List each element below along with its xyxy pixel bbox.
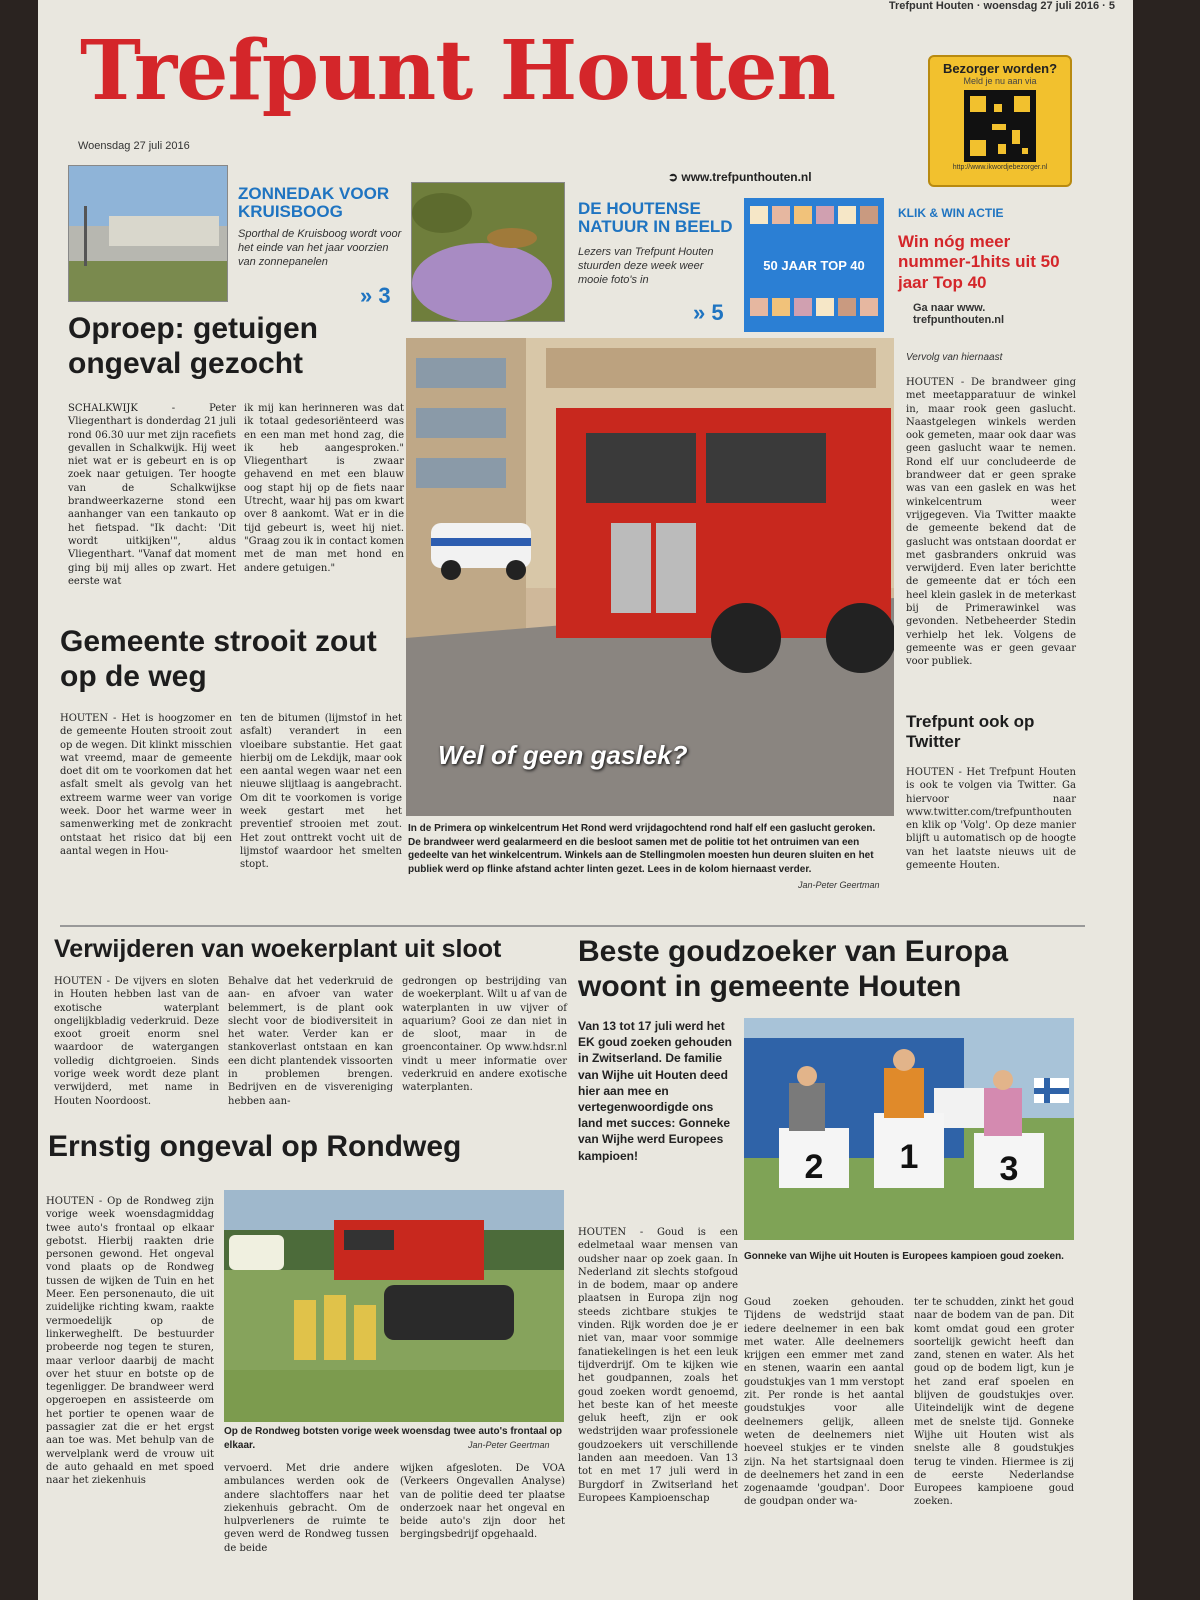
headline-zout: Gemeente strooit zout op de weg [60,625,377,693]
website-link[interactable]: ➲ www.trefpunthouten.nl [668,170,812,184]
goud-photo [744,1018,1074,1240]
top40-cover [744,198,884,332]
ongeval-credit: Jan-Peter Geertman [468,1440,550,1450]
headline-ongeval: Ernstig ongeval op Rondweg [48,1130,462,1163]
teaser-title-natuur: DE HOUTENSE NATUUR IN BEELD [578,199,733,236]
gaslek-caption: In de Primera op winkelcentrum Het Rond werd vrijdagochtend rond half elf een gaslucht geroken. De brandweer werd gealarmeerd en die besloot samen met de politie tot het ontruimen van een gedeelte van het winkelcentrum. Winkels aan de Stellingmolen moesten hun deuren sluiten en het publiek werd op flinke afstand achter linten gezet. Lees in de kolom hiernaast verder. [408,823,876,875]
body-oproep-col2: ik mij kan herinneren was dat ik totaal gedesoriënteerd was en een man met hond zag, die ik heb aangesproken." Vliegenthart is zwaar gehavend en met een blauw oog stapt hij op de fiets naar Utrecht, waar hij pas om kwart over 8 aankomt. Wat er in die tijd gebeurt is, weet hij niet. "Graag zou ik in contact komen met de man met hond en andere getuigen." [244,403,404,574]
podium-3: 3 [999,1150,1019,1188]
body-ongeval-col3: wijken afgesloten. De VOA (Verkeers Ongevallen Analyse) van de politie deed ter plaatse onderzoek naar het ongeval en beide auto's zijn door het bergingsbedrijf opgehaald. [400,1463,565,1541]
qr-code-icon [964,90,1036,162]
headline-goud: Beste goudzoeker van Europa woont in gemeente Houten [578,935,1009,1003]
klikwin-label: KLIK & WIN ACTIE [898,206,1004,220]
klikwin-title: Win nóg meer nummer-1hits uit 50 jaar Top 40 [898,232,1060,292]
body-goud-col2: Goud zoeken gehouden. Tijdens de wedstrijd staat iedere deelnemer in een bak met water. Alle deelnemers krijgen een emmer met zand en stenen, waarin een aantal goudstukjes van 1 mm verstopt zit. Per ronde is het aantal goudstukjes voor alle deelnemers gelijk, alleen weten de deelnemers niet hoeveel stukjes er te vinden zijn. Na het startsignaal doen de deelnemers het zand in een zogenaamde 'goudpan'. Door de goudpan onder wa- [744,1297,904,1508]
teaser-photo-kruisboog [68,165,228,302]
podium-1: 1 [899,1138,919,1176]
body-goud-col3: ter te schudden, zinkt het goud naar de bodem van de pan. Dit komt omdat goud een groter soortelijk gewicht heeft dan zand, stenen en water. Als het goud op de bodem ligt, kun je het zand eraf spoelen en blijven de goudstukjes over. Uiteindelijk wint de degene met de snelste tijd. Gonneke Wijhe uit Houten wist als snelste alle 8 goudstukjes terug te vinden. Hiermee is zij de eerste Nederlandse Europees kampioene goud zoeken. [914,1297,1074,1508]
promo-subtitle: Meld je nu aan via [963,76,1037,86]
intro-goud: Van 13 tot 17 juli werd het EK goud zoeken gehouden in Zwitserland. De familie van Wijhe uit Houten deed hier aan mee en vertegenwoordigde ons land met succes: Gonneke van Wijhe werd Europees kampioen! [578,1019,733,1163]
running-head: Trefpunt Houten · woensdag 27 juli 2016 · 5 [888,0,1115,12]
headline-woekerplant: Verwijderen van woekerplant uit sloot [54,935,502,963]
continued-label: Vervolg van hiernaast [906,352,1003,363]
issue-date: Woensdag 27 juli 2016 [78,140,190,152]
goud-caption: Gonneke van Wijhe uit Houten is Europees kampioen goud zoeken. [744,1251,1064,1262]
promo-title: Bezorger worden? [942,61,1058,76]
body-twitter: HOUTEN - Het Trefpunt Houten is ook te volgen via Twitter. Ga hiervoor naar www.twitter.com/trefpunthouten en klik op 'Volg'. Op deze manier blijft u automatisch op de hoogte van het laatste nieuws uit de gemeente Houten. [906,767,1076,872]
body-woekerplant-col1: HOUTEN - De vijvers en sloten in Houten hebben last van de exotische waterplant ongelijkbladig vederkruid. Deze exoot groeit enorm snel waardoor de watergangen volledig dichtgroeien. Sinds vorige week wordt deze plant verwijderd, met name in Houten Noordoost. [54,976,219,1107]
bezorger-promo[interactable] [928,55,1072,187]
top40-cover-label: 50 JAAR TOP 40 [763,258,865,273]
ongeval-photo [224,1190,564,1422]
teaser-title-kruisboog: ZONNEDAK VOOR KRUISBOOG [238,184,390,221]
body-zout-col1: HOUTEN - Het is hoogzomer en de gemeente Houten strooit zout op de wegen. Dit klinkt misschien wat vreemd, maar de gemeente doet dit om te voorkomen dat het asfalt smelt als gevolg van het extreem warme weer van vorige week. Door het warme weer in samenwerking met de zonkracht ontstaat het risico dat bij een aantal wegen in Hou- [60,713,232,857]
headline-twitter: Trefpunt ook op Twitter [906,712,1035,752]
teaser-page-natuur[interactable]: » 5 [693,300,724,325]
body-woekerplant-col3: gedrongen op bestrijding van de woekerplant. Wilt u af van de waterplanten in uw vijver of aquarium? Gooi ze dan niet in de sloot, maar in de groencontainer. Op www.hdsr.nl vindt u meer informatie over vederkruid en andere exotische waterplanten. [402,976,567,1094]
podium-2: 2 [804,1148,824,1186]
body-gaslek-continued: HOUTEN - De brandweer ging met meetapparatuur de winkel in, maar rook geen gaslucht. Naastgelegen winkels werden ook gemeten, maar ook daar was geen gaslucht waar te nemen. Rond elf uur concludeerde de brandweer dat er geen sprake was van een gaslek en was het winkelcentrum weer vrijgegeven. Via Twitter maakte de gemeente bekend dat de gaslucht was ontstaan doordat er met gasbranders onkruid was verwijderd. Even later berichtte de gemeente dat er tóch een heel klein gaslek in de meterkast bij de Primerawinkel was gevonden. Netbeheerder Stedin verhielp het lek. Volgens de gemeente was er geen gevaar voor publiek. [906,377,1076,668]
body-ongeval-col2: vervoerd. Met drie andere ambulances werden ook de andere slachtoffers naar het ziekenhuis gebracht. Om de hulpverleners de ruimte te geven werd de Rondweg tussen de beide [224,1463,389,1554]
teaser-text-kruisboog: Sporthal de Kruisboog wordt voor het einde van het jaar voorzien van zonnepanelen [238,228,402,268]
section-divider [60,925,1085,927]
teaser-photo-natuur [411,182,565,322]
promo-url: http://www.ikwordjebezorger.nl [952,164,1048,171]
headline-oproep: Oproep: getuigen ongeval gezocht [68,312,318,380]
gaslek-credit: Jan-Peter Geertman [798,880,880,890]
ongeval-caption: Op de Rondweg botsten vorige week woensdag twee auto's frontaal op elkaar. [224,1426,562,1451]
body-goud-col1: HOUTEN - Goud is een edelmetaal waar mensen van oudsher naar op zoek gaan. In Nederland zit slechts stofgoud in de bodem, maar op andere plaatsen in Europa zijn nog steeds zichtbare stukjes te vinden. Rijk worden doe je er niet van, maar voor sommige fanatiekelingen is het een leuk tijdverdrijf. Om te kijken wie het goudpannen, zoals het goud zoeken wordt genoemd, het beste kan of het meeste geluk heeft, zijn er ook wedstrijden waar professionele goudzoekers uit verschillende landen aan meedoen. Van 13 tot en met 17 juli werd in Burgdorf in Zwitserland het Europees Kampioenschap [578,1227,738,1504]
newspaper-page [38,0,1133,1600]
body-zout-col2: ten de bitumen (lijmstof in het asfalt) verandert in een vloeibare substantie. Het gaat hierbij om de Lekdijk, maar ook een aantal wegen waar net een nieuwe slijtlaag is aangebracht. Om dit te voorkomen is vorige week gestart met het preventief strooien met zout. Het zout onttrekt vocht uit de lijmstof waardoor het smelten stopt. [240,713,402,871]
web-arrow-icon: ➲ [668,170,682,184]
gaslek-photo-overlay: Wel of geen gaslek? [438,740,688,770]
klikwin-link[interactable]: Ga naar www. trefpunthouten.nl [913,302,1005,326]
body-oproep-col1: SCHALKWIJK - Peter Vliegenthart is donderdag 21 juli rond 06.30 uur met zijn racefiets gevallen in Schalkwijk. Hij weet niet wat er is gebeurt en is op zoek naar getuigen. Ter hoogte van de Schalkwijkse brandweerkazerne stond een aanhanger van een tankauto op het fietspad. "Ik dacht: 'Dit wordt uitkijken'", aldus Vliegenthart. "Vanaf dat moment ging bij mij alles op zwart. Het eerste wat [68,403,236,587]
body-ongeval-col1: HOUTEN - Op de Rondweg zijn vorige week woensdagmiddag twee auto's frontaal op elkaar gebotst. Hierbij raakten drie personen gewond. Het ongeval vond plaats op de Rondweg tussen de wijken de Tuin en het Meer. Een personenauto, die uit zuidelijke richting kwam, raakte vermoedelijk op de linkerweghelft. De bestuurder probeerde nog tegen te sturen, maar verloor daarbij de macht over het stuur en botste op de tegenligger. De brandweer werd opgeroepen en assisteerde om het portier te openen waar de passagier zat die er het ergst aan toe was. Met behulp van de wervelplank werd de vrouw uit de auto gehaald en met spoed naar het ziekenhuis [46,1196,214,1487]
teaser-text-natuur: Lezers van Trefpunt Houten stuurden deze week weer mooie foto's in [578,246,714,286]
teaser-page-kruisboog[interactable]: » 3 [360,283,391,308]
body-woekerplant-col2: Behalve dat het vederkruid de aan- en afvoer van water belemmert, is de plant ook slecht voor de biodiversiteit in het water. Verder kan er stankoverlast ontstaan en kan een dicht plantendek vissoorten in problemen brengen. Bedrijven en de visvereniging hebben aan- [228,976,393,1107]
masthead-title: Trefpunt Houten [80,23,836,119]
